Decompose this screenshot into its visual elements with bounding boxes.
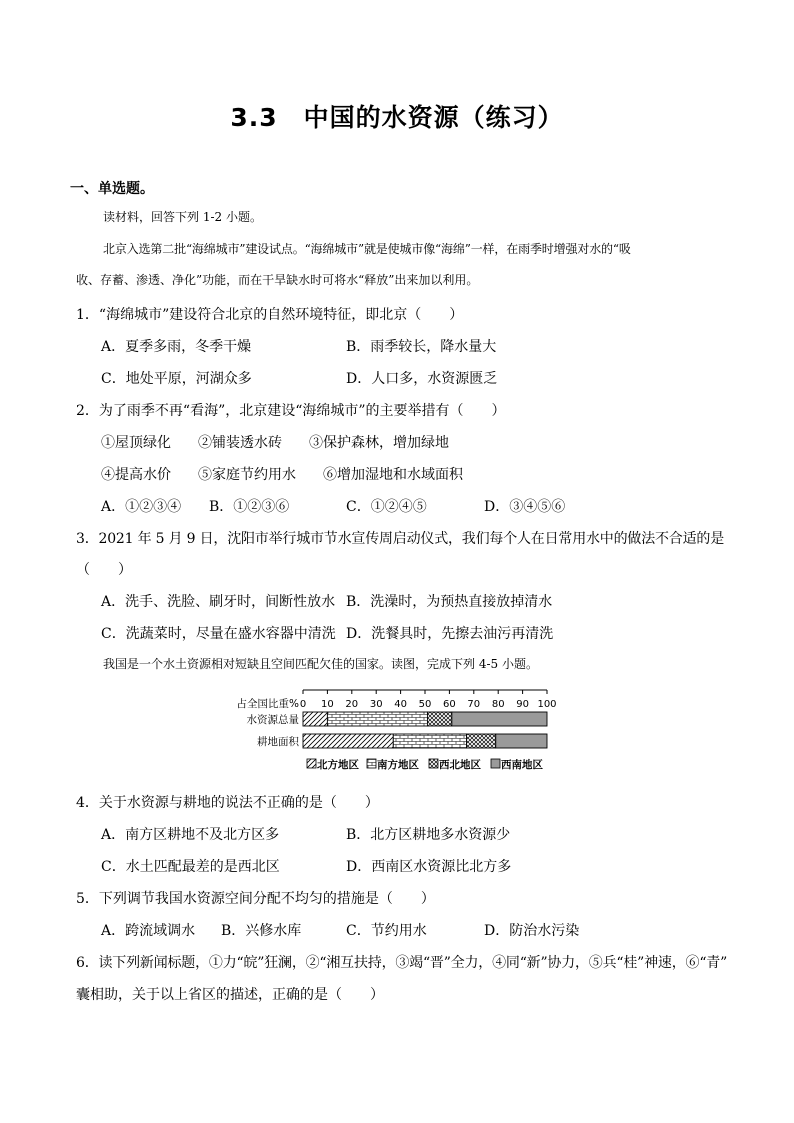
q2-option-b[interactable]: B．①②③⑥: [209, 499, 290, 515]
bar-segment: [327, 712, 427, 726]
x-tick-label: 0: [299, 699, 307, 710]
legend-label: 西南地区: [501, 759, 543, 771]
q2-stem: 2．为了雨季不再“看海”，北京建设“海绵城市”的主要举措有（ ）: [76, 403, 506, 419]
resource-stacked-bar-chart: [226, 684, 566, 776]
bar-segment: [452, 712, 547, 726]
q5-stem: 5．下列调节我国水资源空间分配不均匀的措施是（ ）: [76, 891, 435, 907]
bar-segment: [496, 734, 547, 748]
x-tick-label: 10: [321, 699, 334, 710]
legend-swatch: [429, 759, 438, 768]
x-tick-label: 60: [443, 699, 456, 710]
material1-line2: 收、存蓄、渗透、净化”功能，而在干旱缺水时可将水“释放”出来加以利用。: [76, 273, 479, 287]
q3-option-c[interactable]: C．洗蔬菜时，尽量在盛水容器中清洗: [101, 626, 336, 642]
q3-option-b[interactable]: B．洗澡时，为预热直接放掉清水: [346, 594, 553, 610]
legend-swatch: [491, 759, 500, 768]
legend-label: 北方地区: [317, 759, 359, 771]
legend-label: 西北地区: [439, 759, 481, 771]
bar-segment: [466, 734, 495, 748]
q4-option-a[interactable]: A．南方区耕地不及北方区多: [101, 827, 280, 843]
q2-item-2: ②铺装透水砖: [198, 435, 282, 451]
x-tick-label: 100: [537, 699, 557, 710]
q4-option-b[interactable]: B．北方区耕地多水资源少: [346, 827, 511, 843]
section-heading: 一、单选题。: [70, 181, 154, 197]
q2-item-6: ⑥增加湿地和水域面积: [323, 467, 463, 483]
q6-stem-line2: 囊相助，关于以上省区的描述，正确的是（ ）: [76, 987, 384, 1003]
bar-segment: [427, 712, 451, 726]
q5-option-d[interactable]: D．防治水污染: [484, 923, 580, 939]
q3-stem-line1: 3．2021 年 5 月 9 日，沈阳市举行城市节水宣传周启动仪式，我们每个人在日常用水中的做法不合适的是: [76, 531, 724, 547]
category-label: 水资源总量: [246, 714, 299, 726]
x-tick-label: 80: [491, 699, 505, 710]
x-axis-label: 占全国比重%: [236, 698, 299, 710]
q2-option-c[interactable]: C．①②④⑤: [346, 499, 427, 515]
q2-item-5: ⑤家庭节约用水: [198, 467, 296, 483]
page-title: [0, 98, 794, 134]
q6-stem-line1: 6．读下列新闻标题，①力“皖”狂澜，②“湘互扶持，③竭“晋”全力，④同“新”协力，⑤兵“桂”神速，⑥“青”: [76, 955, 728, 971]
x-tick-label: 30: [369, 699, 383, 710]
q3-option-d[interactable]: D．洗餐具时，先擦去油污再清洗: [346, 626, 554, 642]
legend-label: 南方地区: [377, 759, 419, 771]
q2-item-3: ③保护森林，增加绿地: [309, 435, 449, 451]
q4-option-d[interactable]: D．西南区水资源比北方多: [346, 859, 512, 875]
q3-option-a[interactable]: A．洗手、洗脸、刷牙时，间断性放水: [101, 594, 336, 610]
title-text: 中国的水资源（练习）: [303, 103, 564, 132]
bar-segment: [303, 712, 327, 726]
bar-segment: [393, 734, 466, 748]
x-tick-label: 90: [516, 699, 529, 710]
x-tick-label: 40: [394, 699, 407, 710]
material1-line1: 北京入选第二批“海绵城市”建设试点。“海绵城市”就是使城市像“海绵”一样，在雨季时增强对水的“吸: [103, 242, 631, 256]
q2-item-4: ④提高水价: [101, 467, 171, 483]
material1-intro: 读材料，回答下列 1-2 小题。: [103, 210, 262, 224]
q4-option-c[interactable]: C．水土匹配最差的是西北区: [101, 859, 280, 875]
q2-option-d[interactable]: D．③④⑤⑥: [484, 499, 566, 515]
x-tick-label: 70: [467, 699, 481, 710]
q1-option-c[interactable]: C．地处平原，河湖众多: [101, 371, 252, 387]
x-tick-label: 20: [345, 699, 359, 710]
title-number: 3.3: [230, 103, 278, 132]
q1-option-a[interactable]: A．夏季多雨，冬季干燥: [101, 339, 252, 355]
q1-option-b[interactable]: B．雨季较长，降水量大: [346, 339, 497, 355]
legend-swatch: [307, 759, 316, 768]
material2-text: 我国是一个水土资源相对短缺且空间匹配欠佳的国家。读图，完成下列 4-5 小题。: [103, 657, 538, 671]
q4-stem: 4．关于水资源与耕地的说法不正确的是（ ）: [76, 795, 379, 811]
q5-option-a[interactable]: A．跨流域调水: [101, 923, 196, 939]
q5-option-c[interactable]: C．节约用水: [346, 923, 427, 939]
q3-stem-line2: （ ）: [76, 562, 132, 578]
q2-item-1: ①屋顶绿化: [101, 435, 171, 451]
category-label: 耕地面积: [257, 736, 299, 748]
q2-option-a[interactable]: A．①②③④: [101, 499, 182, 515]
x-tick-label: 50: [418, 699, 432, 710]
q1-stem: 1．“海绵城市”建设符合北京的自然环境特征，即北京（ ）: [76, 307, 464, 323]
bar-segment: [303, 734, 393, 748]
q1-option-d[interactable]: D．人口多，水资源匮乏: [346, 371, 498, 387]
chart-svg: [226, 684, 566, 776]
legend-swatch: [367, 759, 376, 768]
q5-option-b[interactable]: B．兴修水库: [221, 923, 302, 939]
